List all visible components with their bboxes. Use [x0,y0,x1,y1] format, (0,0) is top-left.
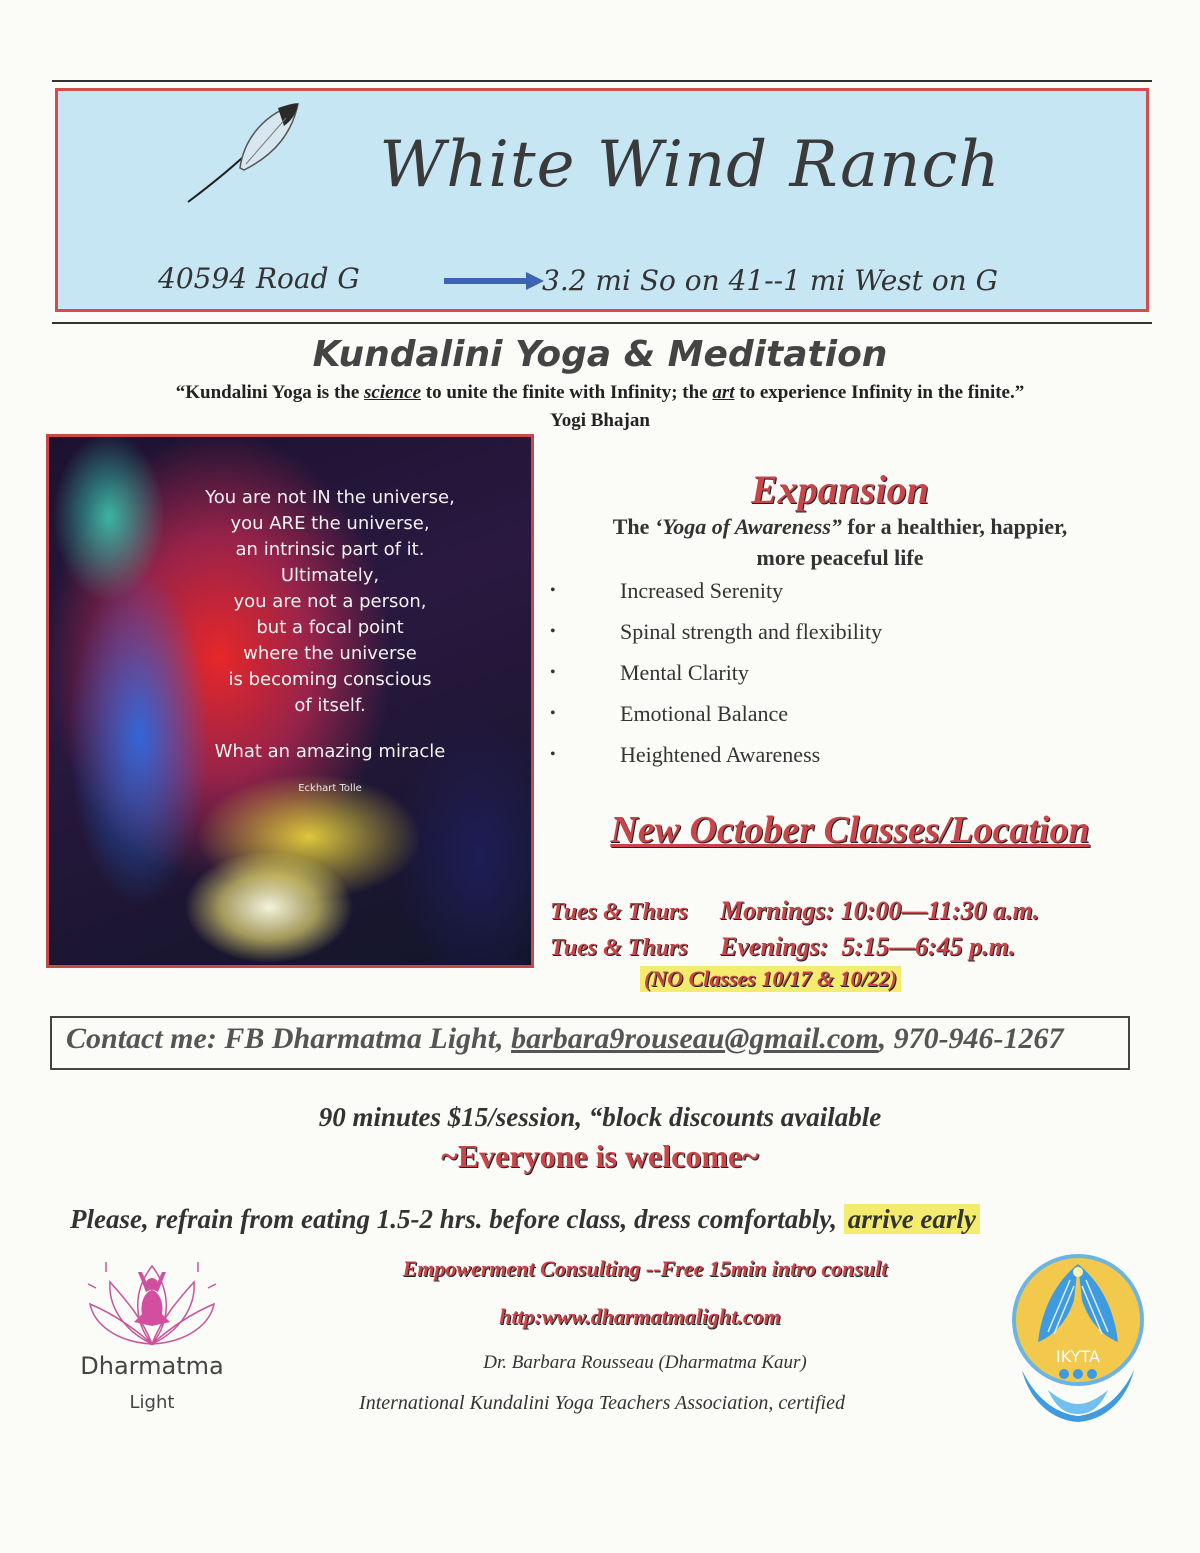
quote-text: “Kundalini Yoga is the [175,382,365,403]
section-title: Kundalini Yoga & Meditation [312,334,888,375]
directions: 3.2 mi So on 41--1 mi West on G [542,264,998,297]
image-line: but a focal point [256,617,404,638]
image-line: is becoming conscious [228,669,432,690]
classes-title: New October Classes/Location [610,809,1090,851]
contact-phone: , 970-946-1267 [878,1022,1064,1055]
certification: International Kundalini Yoga Teachers Association, certified [359,1392,845,1414]
image-line: Ultimately, [280,565,380,586]
empowerment-line: Empowerment Consulting --Free 15min intro consult [402,1256,888,1281]
instructions-text: Please, refrain from eating 1.5-2 hrs. before class, dress comfortably, [70,1204,844,1234]
benefit-text: Mental Clarity [620,660,749,685]
instructor-name: Dr. Barbara Rousseau (Dharmatma Kaur) [483,1352,807,1373]
bullet-icon: • [550,664,556,681]
list-item [548,574,882,615]
schedule-time: Evenings: 5:15—6:45 p.m. [720,932,1016,961]
bullet-icon: • [550,623,556,640]
image-credit: Eckhart Tolle [298,783,362,794]
image-line: You are not IN the universe, [205,487,455,508]
schedule-morning [550,896,1039,926]
cosmic-quote-image [46,434,534,968]
image-line: you ARE the universe, [230,513,430,534]
quote-science: science [364,382,422,403]
list-item [548,656,882,697]
ikyta-logo-icon [1008,1250,1148,1430]
schedule-time: Mornings: 10:00—11:30 a.m. [720,896,1040,925]
image-line: an intrinsic part of it. [235,539,425,560]
line-prefix: The [612,514,655,539]
ikyta-text: IKYTA [1056,1347,1100,1366]
welcome-banner: ~Everyone is welcome~ [441,1138,759,1174]
pricing: 90 minutes $15/session, “block discounts available [318,1102,882,1132]
bullet-icon: • [550,746,556,763]
image-miracle-text: What an amazing miracle [214,741,446,762]
line-italic: ‘Yoga of Awareness” [654,514,842,539]
no-classes-notice: (NO Classes 10/17 & 10/22) [640,966,901,992]
dharmatma-light-logo [62,1252,242,1422]
list-item [548,615,882,656]
line-suffix: for a healthier, happier, [841,514,1068,539]
benefit-text: Heightened Awareness [620,742,821,767]
benefit-text: Spinal strength and flexibility [620,619,883,644]
quote [0,382,1200,404]
yoga-awareness-line-2: more peaceful life [756,545,924,570]
benefits-list [548,574,882,779]
quote-text: to unite the finite with Infinity; the [421,382,713,403]
bullet-icon: • [550,705,556,722]
list-item [548,738,882,779]
expansion-title: Expansion [751,467,929,512]
image-line: of itself. [294,695,366,716]
arrow-right-icon [444,270,544,292]
logo-name: Dharmatma [80,1352,224,1380]
contact-line [66,1022,1064,1056]
contact-email-link[interactable]: barbara9rouseau@gmail.com [511,1022,879,1055]
class-instructions [70,1204,980,1235]
yoga-awareness-line [560,514,1120,540]
list-item [548,697,882,738]
quote-text: to experience Infinity in the finite.” [734,382,1025,403]
image-quote-text [49,485,531,719]
feather-icon [180,98,310,208]
benefit-text: Increased Serenity [620,578,784,603]
logo-subtitle: Light [129,1392,175,1413]
address: 40594 Road G [158,262,360,295]
bullet-icon: • [550,582,556,599]
page-title: White Wind Ranch [379,128,1001,202]
website-link[interactable]: http:www.dharmatmalight.com [499,1304,781,1329]
quote-art: art [712,382,735,403]
instructions-highlight: arrive early [844,1204,980,1234]
image-line: you are not a person, [233,591,427,612]
benefit-text: Emotional Balance [620,701,788,726]
image-line: where the universe [243,643,417,664]
schedule-evening [550,932,1015,962]
lotus-meditation-icon [86,1252,218,1352]
schedule-days: Tues & Thurs [550,899,688,925]
schedule-days: Tues & Thurs [550,935,688,961]
contact-prefix: Contact me: FB Dharmatma Light, [66,1022,512,1055]
quote-author: Yogi Bhajan [550,410,650,431]
